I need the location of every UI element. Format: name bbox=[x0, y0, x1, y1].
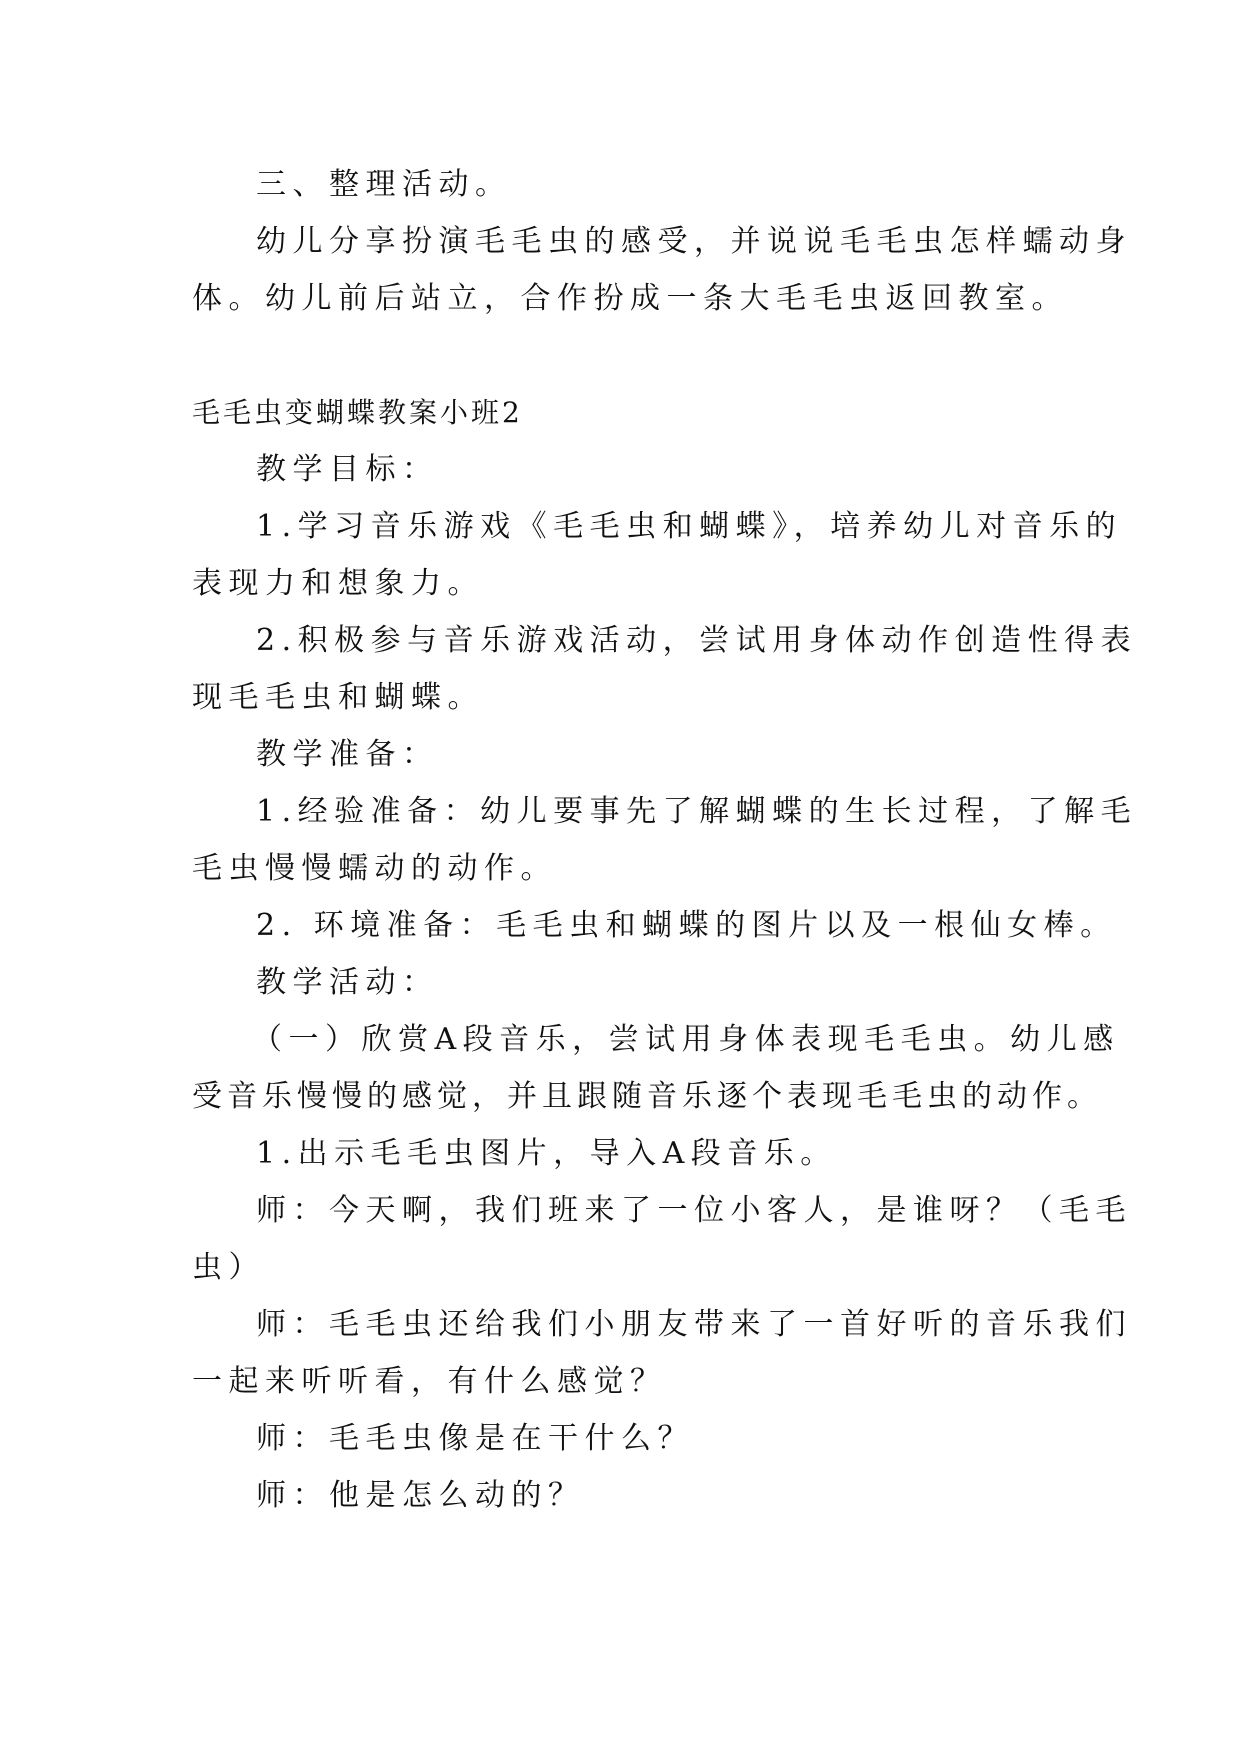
paragraph-line: 2. 环境准备：毛毛虫和蝴蝶的图片以及一根仙女棒。 bbox=[256, 908, 1117, 943]
dialogue-line: 一起来听听看，有什么感觉？ bbox=[192, 1364, 667, 1399]
dialogue-line: 师：今天啊，我们班来了一位小客人，是谁呀？（毛毛 bbox=[256, 1193, 1132, 1228]
paragraph-line: 现毛毛虫和蝴蝶。 bbox=[192, 680, 484, 715]
section-heading-activities: 教学活动： bbox=[256, 965, 439, 1000]
paragraph-line: 1.经验准备：幼儿要事先了解蝴蝶的生长过程，了解毛 bbox=[256, 794, 1138, 829]
paragraph-line: 毛虫慢慢蠕动的动作。 bbox=[192, 851, 557, 886]
paragraph-line: 受音乐慢慢的感觉，并且跟随音乐逐个表现毛毛虫的动作。 bbox=[192, 1079, 1102, 1114]
dialogue-line: 师：毛毛虫像是在干什么？ bbox=[256, 1421, 694, 1456]
lesson-title: 毛毛虫变蝴蝶教案小班2 bbox=[192, 396, 523, 429]
paragraph-line: 1.出示毛毛虫图片，导入A段音乐。 bbox=[256, 1136, 837, 1171]
paragraph-line: 2.积极参与音乐游戏活动，尝试用身体动作创造性得表 bbox=[256, 623, 1138, 658]
paragraph-line: （一）欣赏A段音乐，尝试用身体表现毛毛虫。幼儿感 bbox=[252, 1022, 1120, 1057]
dialogue-line: 虫） bbox=[192, 1250, 265, 1285]
dialogue-line: 师：他是怎么动的？ bbox=[256, 1478, 585, 1513]
dialogue-line: 师：毛毛虫还给我们小朋友带来了一首好听的音乐我们 bbox=[256, 1307, 1132, 1342]
section-heading-organize: 三、整理活动。 bbox=[256, 167, 512, 202]
section-heading-preparation: 教学准备： bbox=[256, 737, 439, 772]
section-heading-goals: 教学目标： bbox=[256, 452, 439, 487]
paragraph-line: 体。幼儿前后站立，合作扮成一条大毛毛虫返回教室。 bbox=[192, 281, 1068, 316]
paragraph-line: 1.学习音乐游戏《毛毛虫和蝴蝶》，培养幼儿对音乐的 bbox=[256, 509, 1123, 544]
paragraph-line: 幼儿分享扮演毛毛虫的感受，并说说毛毛虫怎样蠕动身 bbox=[256, 224, 1132, 259]
paragraph-line: 表现力和想象力。 bbox=[192, 566, 484, 601]
